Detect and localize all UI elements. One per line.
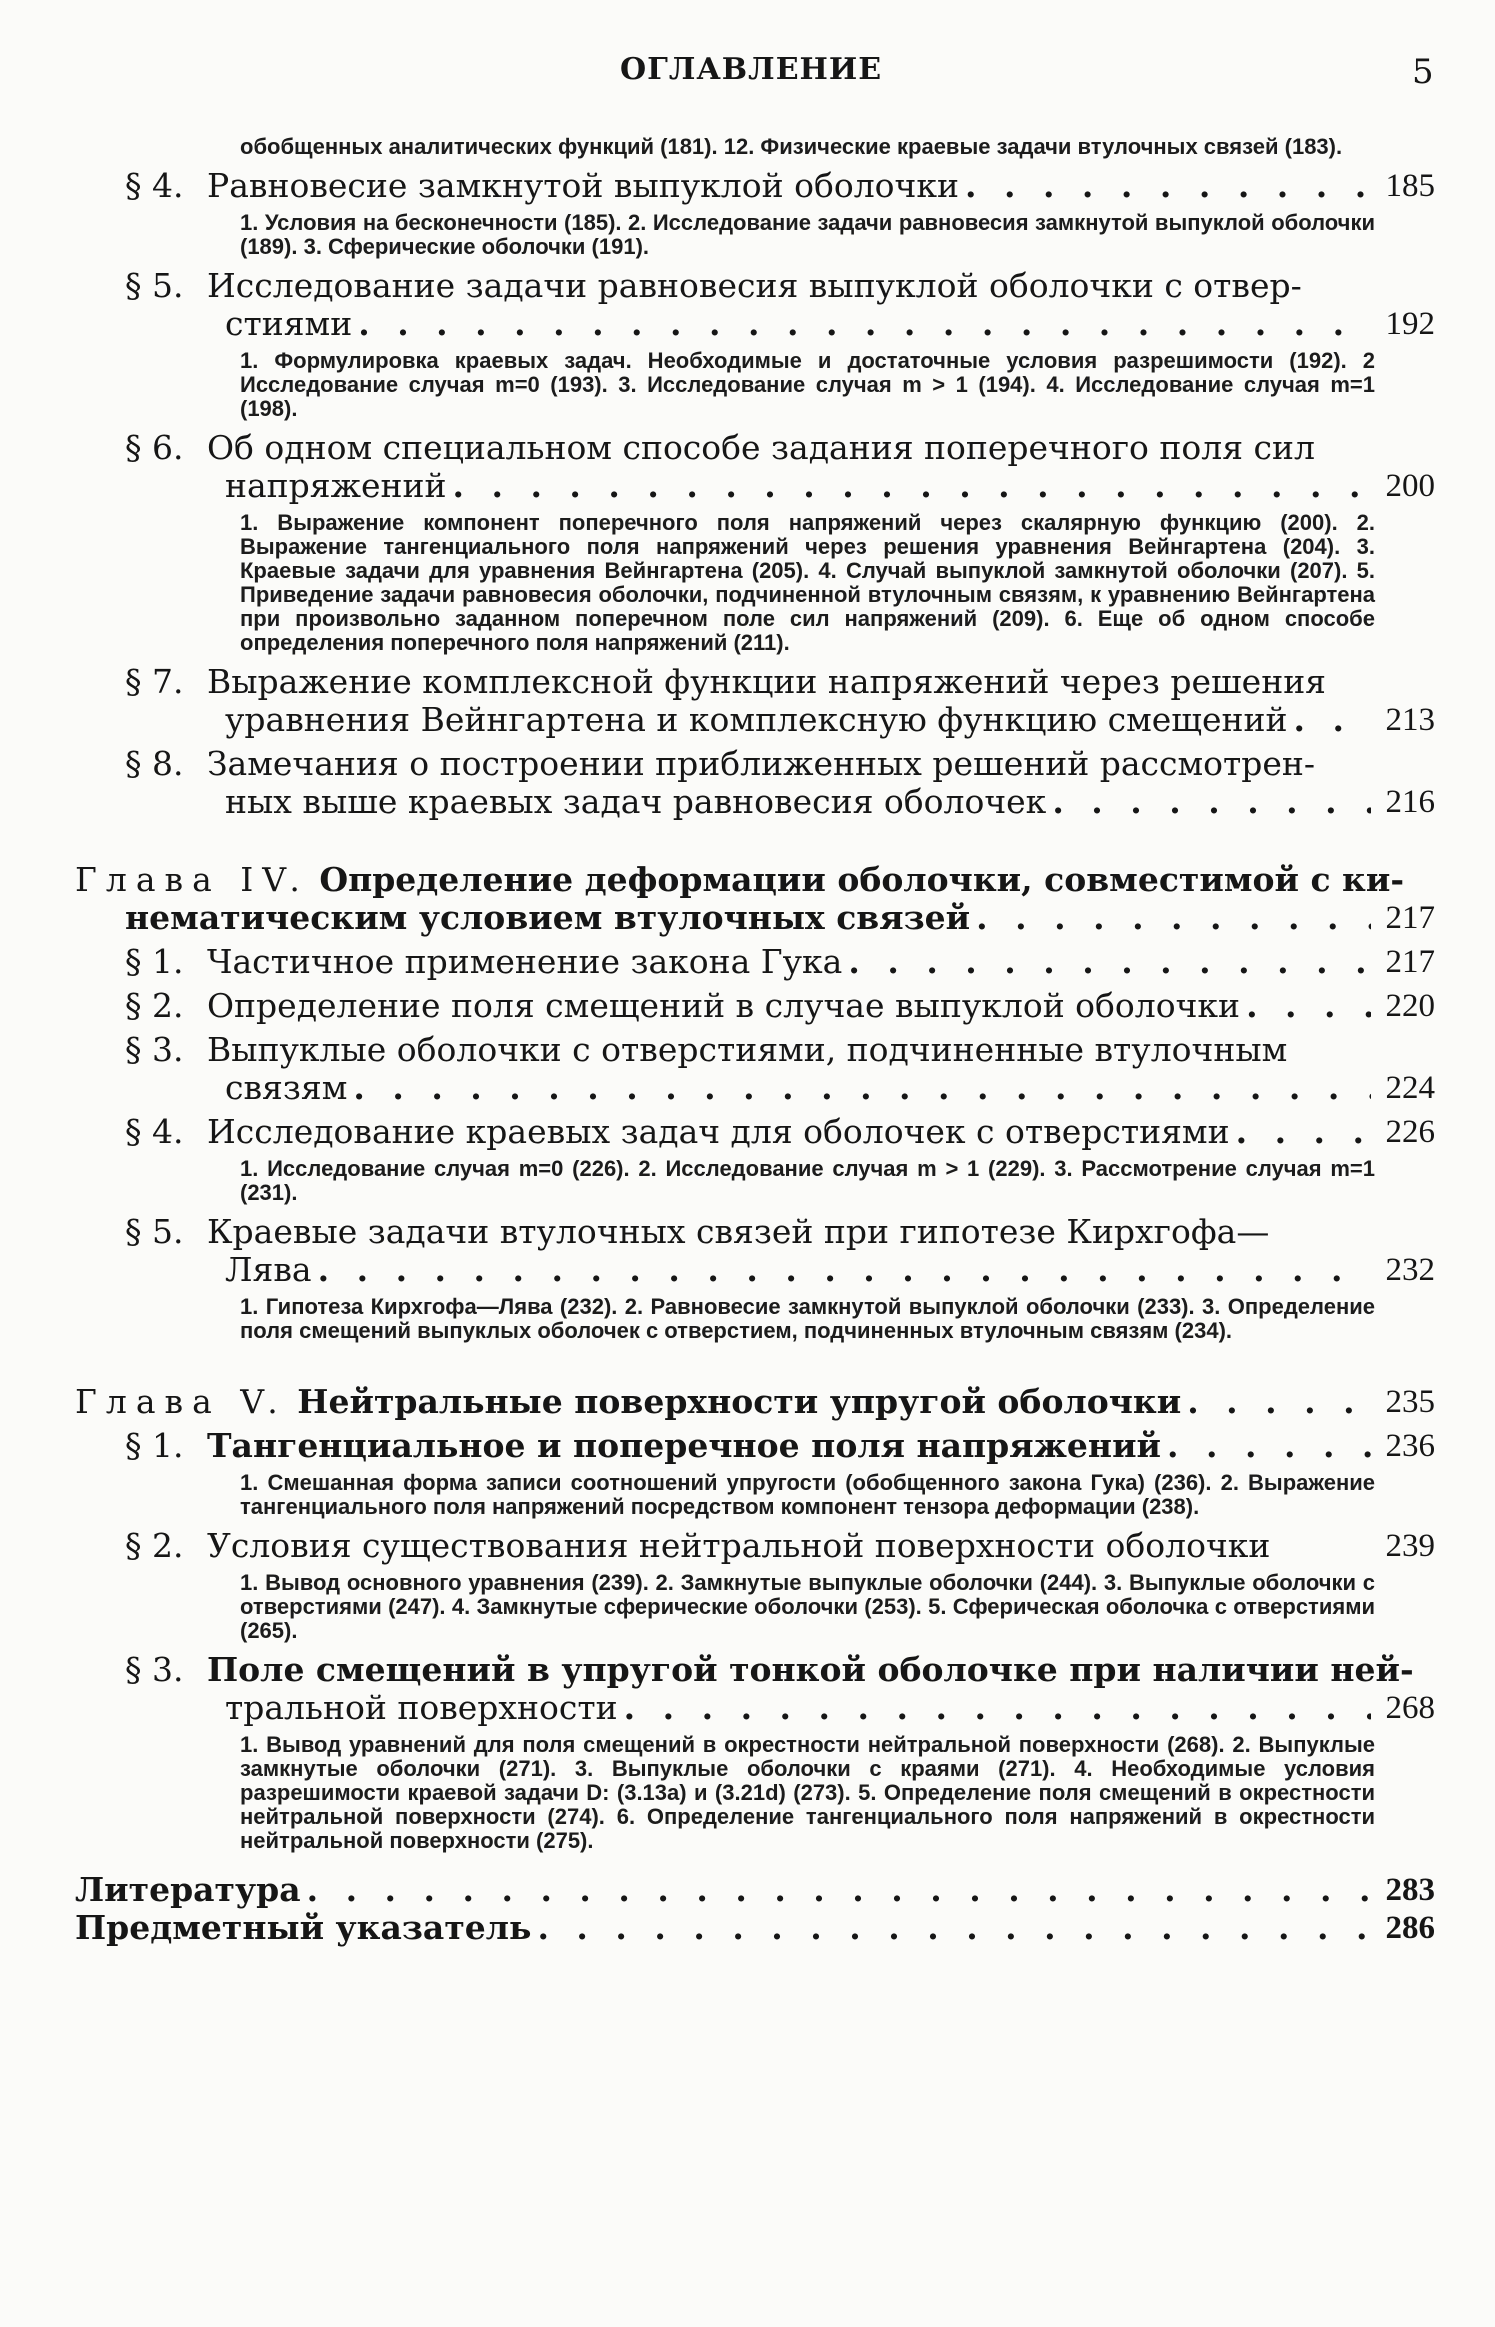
section-title-cont: связям [225,1068,348,1107]
section-number: § 5. [125,1212,184,1251]
toc-entry[interactable] [75,1213,1435,1289]
section-title: Частичное применение закона Гука [207,942,843,981]
section-title: Исследование задачи равновесия выпуклой оболочки с отвер- [207,266,1302,305]
section-title: Краевые задачи втулочных связей при гипотезе Кирхгофа— [207,1212,1270,1251]
subsection-list: 1. Гипотеза Кирхгофа—Лява (232). 2. Равновесие замкнутой выпуклой оболочки (233). 3. Определение поля смещений выпуклых оболочек с отверстием, подчиненных втулочным связям (234). [240,1294,1375,1343]
page-ref: 192 [1385,306,1435,342]
chapter-title-cont: нематическим условием втулочных связей [125,898,971,937]
section-number: § 3. [125,1030,184,1069]
page-ref: 239 [1385,1528,1435,1564]
page-ref: 185 [1385,168,1435,204]
page-ref: 213 [1385,702,1435,738]
page-ref: 236 [1385,1428,1435,1464]
page-ref: 226 [1385,1114,1435,1150]
section-title-cont: ных выше краевых задач равновесия оболочек [225,782,1047,821]
page-ref: 235 [1385,1384,1435,1420]
toc-entry-literature[interactable] [75,1871,1435,1909]
section-title-cont: Лява [225,1250,312,1289]
section-title-cont: тральной поверхности [225,1688,618,1727]
section-title-cont: стиями [225,304,353,343]
page-ref: 200 [1385,468,1435,504]
section-title: Поле смещений в упругой тонкой оболочке при наличии ней- [207,1650,1414,1689]
section-title: Исследование краевых задач для оболочек с отверстиями [207,1112,1230,1151]
toc-entry[interactable] [75,987,1435,1025]
entry-title: Предметный указатель [75,1908,532,1947]
back-matter [75,1871,1435,1947]
section-number: § 1. [125,942,184,981]
section-number: § 4. [125,166,184,205]
section-number: § 6. [125,428,184,467]
chapter-title: Нейтральные поверхности упругой оболочки [297,1382,1182,1421]
section-number: § 4. [125,1112,184,1151]
subsection-list: обобщенных аналитических функций (181). 12. Физические краевые задачи втулочных связей (183). [240,134,1343,159]
chapter-entry[interactable] [75,1383,1435,1421]
toc-entry[interactable] [75,1427,1435,1465]
toc-entry[interactable] [75,167,1435,205]
page-ref: 283 [1385,1872,1435,1908]
toc-entry-index[interactable] [75,1909,1435,1947]
section-title-cont: уравнения Вейнгартена и комплексную функцию смещений [225,700,1288,739]
running-header [0,52,1495,92]
subsection-list: 1. Вывод основного уравнения (239). 2. Замкнутые выпуклые оболочки (244). 3. Выпуклые оболочки с отверстиями (247). 4. Замкнутые сферические оболочки (253). 5. Сферическая оболочка с отверстиями (265). [240,1570,1375,1643]
section-number: § 5. [125,266,184,305]
toc-entry[interactable] [75,663,1435,739]
subsection-list: 1. Смешанная форма записи соотношений упругости (обобщенного закона Гука) (236). 2. Выражение тангенциального поля напряжений посредством компонент тензора деформации (238). [240,1470,1375,1519]
page-number: 5 [1412,52,1434,92]
page-ref: 224 [1385,1070,1435,1106]
section-title: Тангенциальное и поперечное поля напряжений [207,1426,1162,1465]
toc-entry[interactable] [75,1527,1435,1565]
subsection-list: 1. Исследование случая m=0 (226). 2. Исследование случая m > 1 (229). 3. Рассмотрение случая m=1 (231). [240,1156,1375,1205]
toc-entry[interactable] [75,429,1435,505]
subsection-list: 1. Вывод уравнений для поля смещений в окрестности нейтральной поверхности (268). 2. Выпуклые замкнутые оболочки (271). 3. Выпуклые оболочки с краями (271). 4. Необходимые условия разрешимости краевой задачи D: (3.13a) и (3.21d) (273). 5. Определение поля смещений в окрестности нейтральной поверхности (274). 6. Определение тангенциального поля напряжений в окрестности нейтральной поверхности (275). [240,1732,1375,1853]
page-ref: 217 [1385,944,1435,980]
section-number: § 2. [125,986,184,1025]
page-ref: 216 [1385,784,1435,820]
chapter-label: Глава V. [75,1382,287,1421]
section-title: Выпуклые оболочки с отверстиями, подчиненные втулочным [207,1030,1288,1069]
toc-entry[interactable] [75,1031,1435,1107]
subsection-list: 1. Формулировка краевых задач. Необходимые и достаточные условия разрешимости (192). 2 Исследование случая m=0 (193). 3. Исследование случая m > 1 (194). 4. Исследование случая m=1 (198). [240,348,1375,421]
toc-entry[interactable] [75,1651,1435,1727]
section-title: Определение поля смещений в случае выпуклой оболочки [207,986,1241,1025]
chapter-entry[interactable] [75,861,1435,937]
toc-entry[interactable] [75,943,1435,981]
subsection-list: 1. Условия на бесконечности (185). 2. Исследование задачи равновесия замкнутой выпуклой оболочки (189). 3. Сферические оболочки (191). [240,210,1375,259]
page-ref: 268 [1385,1690,1435,1726]
chapter-label: Глава IV. [75,860,309,899]
section-number: § 8. [125,744,184,783]
entry-title: Литература [75,1870,301,1909]
section-number: § 3. [125,1650,184,1689]
section-title: Выражение комплексной функции напряжений через решения [207,662,1327,701]
section-number: § 2. [125,1526,184,1565]
page-ref: 232 [1385,1252,1435,1288]
section-title-cont: напряжений [225,466,447,505]
section-title: Равновесие замкнутой выпуклой оболочки [207,166,959,205]
toc-entry[interactable] [75,745,1435,821]
section-title: Об одном специальном способе задания поперечного поля сил [207,428,1315,467]
section-number: § 1. [125,1426,184,1465]
section-title: Замечания о построении приближенных решений рассмотрен- [207,744,1316,783]
section-title: Условия существования нейтральной поверхности оболочки [207,1526,1271,1565]
chapter-title: Определение деформации оболочки, совместимой с ки- [319,860,1405,899]
subsection-list: 1. Выражение компонент поперечного поля напряжений через скалярную функцию (200). 2. Выражение тангенциального поля напряжений через решения уравнения Вейнгартена (204). 3. Краевые задачи для уравнения Вейнгартена (205). 4. Случай выпуклой замкнутой оболочки (207). 5. Приведение задачи равновесия оболочки, подчиненной втулочным связям, к уравнению Вейнгартена при произвольно заданном поперечном поле сил напряжений (209). 6. Еще об одном способе определения поперечного поля напряжений (211). [240,510,1375,655]
page-ref: 286 [1385,1910,1435,1946]
running-title: ОГЛАВЛЕНИЕ [620,52,883,87]
section-number: § 7. [125,662,184,701]
page-ref: 217 [1385,900,1435,936]
page-ref: 220 [1385,988,1435,1024]
toc-entry[interactable] [75,1113,1435,1151]
table-of-contents [75,135,1435,1947]
toc-entry[interactable] [75,267,1435,343]
